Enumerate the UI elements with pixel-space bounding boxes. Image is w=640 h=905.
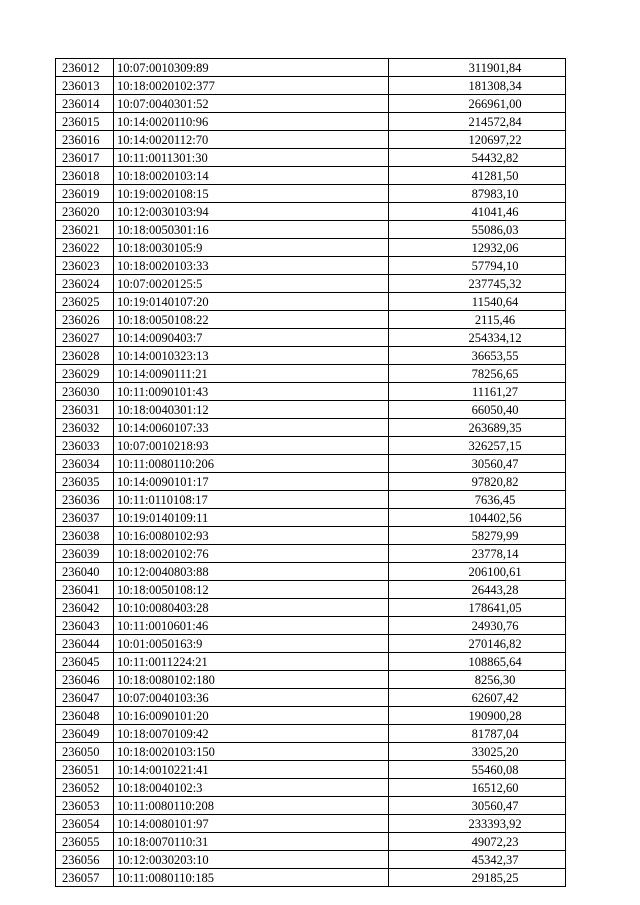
table-row [56, 257, 566, 275]
table-row [56, 401, 566, 419]
table-row [56, 743, 566, 761]
record-id-cell: 236036 [56, 491, 114, 509]
amount-cell: 190900,28 [389, 707, 566, 725]
table-row [56, 491, 566, 509]
table-row [56, 131, 566, 149]
table-row [56, 311, 566, 329]
cadastral-number-cell: 10:11:0080110:206 [114, 455, 389, 473]
table-row [56, 761, 566, 779]
table-row [56, 473, 566, 491]
cadastral-number-cell: 10:19:0020108:15 [114, 185, 389, 203]
cadastral-number-cell: 10:18:0030105:9 [114, 239, 389, 257]
amount-cell: 206100,61 [389, 563, 566, 581]
amount-cell: 266961,00 [389, 95, 566, 113]
table-row [56, 779, 566, 797]
cadastral-number-cell: 10:12:0040803:88 [114, 563, 389, 581]
record-id-cell: 236057 [56, 869, 114, 887]
amount-cell: 104402,56 [389, 509, 566, 527]
amount-cell: 66050,40 [389, 401, 566, 419]
cadastral-number-cell: 10:18:0020103:14 [114, 167, 389, 185]
table-row [56, 815, 566, 833]
cadastral-number-cell: 10:18:0020103:33 [114, 257, 389, 275]
table-row [56, 563, 566, 581]
table-row [56, 275, 566, 293]
record-id-cell: 236012 [56, 59, 114, 77]
table-row [56, 833, 566, 851]
amount-cell: 233393,92 [389, 815, 566, 833]
record-id-cell: 236032 [56, 419, 114, 437]
amount-cell: 87983,10 [389, 185, 566, 203]
amount-cell: 57794,10 [389, 257, 566, 275]
record-id-cell: 236031 [56, 401, 114, 419]
amount-cell: 55460,08 [389, 761, 566, 779]
amount-cell: 81787,04 [389, 725, 566, 743]
record-id-cell: 236016 [56, 131, 114, 149]
cadastral-number-cell: 10:11:0080110:185 [114, 869, 389, 887]
amount-cell: 30560,47 [389, 455, 566, 473]
cadastral-number-cell: 10:07:0010309:89 [114, 59, 389, 77]
record-id-cell: 236039 [56, 545, 114, 563]
record-id-cell: 236053 [56, 797, 114, 815]
records-table-body [56, 59, 566, 887]
table-row [56, 365, 566, 383]
table-row [56, 869, 566, 887]
cadastral-number-cell: 10:07:0020125:5 [114, 275, 389, 293]
table-row [56, 419, 566, 437]
amount-cell: 58279,99 [389, 527, 566, 545]
cadastral-number-cell: 10:07:0040301:52 [114, 95, 389, 113]
record-id-cell: 236041 [56, 581, 114, 599]
record-id-cell: 236026 [56, 311, 114, 329]
amount-cell: 11540,64 [389, 293, 566, 311]
cadastral-number-cell: 10:18:0050108:12 [114, 581, 389, 599]
cadastral-number-cell: 10:18:0050108:22 [114, 311, 389, 329]
cadastral-number-cell: 10:11:0011224:21 [114, 653, 389, 671]
cadastral-number-cell: 10:14:0060107:33 [114, 419, 389, 437]
amount-cell: 263689,35 [389, 419, 566, 437]
table-row [56, 455, 566, 473]
record-id-cell: 236023 [56, 257, 114, 275]
amount-cell: 181308,34 [389, 77, 566, 95]
record-id-cell: 236038 [56, 527, 114, 545]
record-id-cell: 236050 [56, 743, 114, 761]
record-id-cell: 236048 [56, 707, 114, 725]
record-id-cell: 236013 [56, 77, 114, 95]
record-id-cell: 236034 [56, 455, 114, 473]
cadastral-number-cell: 10:18:0040301:12 [114, 401, 389, 419]
amount-cell: 270146,82 [389, 635, 566, 653]
amount-cell: 41281,50 [389, 167, 566, 185]
table-row [56, 149, 566, 167]
cadastral-number-cell: 10:11:0010601:46 [114, 617, 389, 635]
record-id-cell: 236051 [56, 761, 114, 779]
amount-cell: 33025,20 [389, 743, 566, 761]
amount-cell: 326257,15 [389, 437, 566, 455]
table-row [56, 851, 566, 869]
table-row [56, 347, 566, 365]
cadastral-number-cell: 10:12:0030203:10 [114, 851, 389, 869]
amount-cell: 62607,42 [389, 689, 566, 707]
amount-cell: 45342,37 [389, 851, 566, 869]
table-row [56, 383, 566, 401]
cadastral-number-cell: 10:10:0080403:28 [114, 599, 389, 617]
cadastral-number-cell: 10:14:0020112:70 [114, 131, 389, 149]
amount-cell: 16512,60 [389, 779, 566, 797]
cadastral-number-cell: 10:18:0070109:42 [114, 725, 389, 743]
record-id-cell: 236021 [56, 221, 114, 239]
table-row [56, 437, 566, 455]
record-id-cell: 236044 [56, 635, 114, 653]
record-id-cell: 236022 [56, 239, 114, 257]
amount-cell: 108865,64 [389, 653, 566, 671]
cadastral-number-cell: 10:14:0090101:17 [114, 473, 389, 491]
amount-cell: 12932,06 [389, 239, 566, 257]
table-row [56, 221, 566, 239]
table-row [56, 599, 566, 617]
amount-cell: 41041,46 [389, 203, 566, 221]
cadastral-number-cell: 10:11:0110108:17 [114, 491, 389, 509]
record-id-cell: 236047 [56, 689, 114, 707]
table-row [56, 77, 566, 95]
cadastral-number-cell: 10:14:0090111:21 [114, 365, 389, 383]
cadastral-number-cell: 10:19:0140107:20 [114, 293, 389, 311]
record-id-cell: 236055 [56, 833, 114, 851]
cadastral-number-cell: 10:11:0011301:30 [114, 149, 389, 167]
cadastral-number-cell: 10:18:0020102:377 [114, 77, 389, 95]
record-id-cell: 236040 [56, 563, 114, 581]
record-id-cell: 236046 [56, 671, 114, 689]
table-row [56, 203, 566, 221]
table-row [56, 293, 566, 311]
record-id-cell: 236017 [56, 149, 114, 167]
table-row [56, 671, 566, 689]
table-row [56, 689, 566, 707]
cadastral-number-cell: 10:07:0010218:93 [114, 437, 389, 455]
table-row [56, 509, 566, 527]
table-row [56, 113, 566, 131]
cadastral-number-cell: 10:14:0020110:96 [114, 113, 389, 131]
record-id-cell: 236024 [56, 275, 114, 293]
amount-cell: 55086,03 [389, 221, 566, 239]
record-id-cell: 236018 [56, 167, 114, 185]
record-id-cell: 236014 [56, 95, 114, 113]
table-row [56, 797, 566, 815]
amount-cell: 26443,28 [389, 581, 566, 599]
amount-cell: 2115,46 [389, 311, 566, 329]
table-row [56, 329, 566, 347]
amount-cell: 36653,55 [389, 347, 566, 365]
cadastral-number-cell: 10:11:0090101:43 [114, 383, 389, 401]
table-row [56, 707, 566, 725]
cadastral-number-cell: 10:07:0040103:36 [114, 689, 389, 707]
record-id-cell: 236027 [56, 329, 114, 347]
cadastral-number-cell: 10:18:0050301:16 [114, 221, 389, 239]
table-row [56, 635, 566, 653]
record-id-cell: 236045 [56, 653, 114, 671]
amount-cell: 214572,84 [389, 113, 566, 131]
amount-cell: 311901,84 [389, 59, 566, 77]
amount-cell: 11161,27 [389, 383, 566, 401]
record-id-cell: 236035 [56, 473, 114, 491]
amount-cell: 7636,45 [389, 491, 566, 509]
cadastral-number-cell: 10:14:0090403:7 [114, 329, 389, 347]
cadastral-number-cell: 10:18:0020102:76 [114, 545, 389, 563]
amount-cell: 8256,30 [389, 671, 566, 689]
table-row [56, 653, 566, 671]
record-id-cell: 236020 [56, 203, 114, 221]
amount-cell: 29185,25 [389, 869, 566, 887]
amount-cell: 54432,82 [389, 149, 566, 167]
cadastral-number-cell: 10:14:0010323:13 [114, 347, 389, 365]
amount-cell: 24930,76 [389, 617, 566, 635]
cadastral-number-cell: 10:18:0040102:3 [114, 779, 389, 797]
record-id-cell: 236043 [56, 617, 114, 635]
record-id-cell: 236019 [56, 185, 114, 203]
table-row [56, 59, 566, 77]
cadastral-number-cell: 10:14:0010221:41 [114, 761, 389, 779]
record-id-cell: 236029 [56, 365, 114, 383]
record-id-cell: 236028 [56, 347, 114, 365]
record-id-cell: 236042 [56, 599, 114, 617]
table-row [56, 545, 566, 563]
cadastral-number-cell: 10:11:0080110:208 [114, 797, 389, 815]
table-row [56, 617, 566, 635]
cadastral-number-cell: 10:16:0080102:93 [114, 527, 389, 545]
table-row [56, 239, 566, 257]
table-row [56, 95, 566, 113]
table-row [56, 185, 566, 203]
table-row [56, 581, 566, 599]
table-row [56, 167, 566, 185]
record-id-cell: 236033 [56, 437, 114, 455]
cadastral-number-cell: 10:18:0070110:31 [114, 833, 389, 851]
amount-cell: 237745,32 [389, 275, 566, 293]
amount-cell: 30560,47 [389, 797, 566, 815]
record-id-cell: 236025 [56, 293, 114, 311]
amount-cell: 78256,65 [389, 365, 566, 383]
records-table [55, 58, 566, 887]
amount-cell: 23778,14 [389, 545, 566, 563]
cadastral-number-cell: 10:18:0020103:150 [114, 743, 389, 761]
cadastral-number-cell: 10:14:0080101:97 [114, 815, 389, 833]
record-id-cell: 236054 [56, 815, 114, 833]
record-id-cell: 236049 [56, 725, 114, 743]
record-id-cell: 236015 [56, 113, 114, 131]
cadastral-number-cell: 10:01:0050163:9 [114, 635, 389, 653]
cadastral-number-cell: 10:16:0090101:20 [114, 707, 389, 725]
record-id-cell: 236030 [56, 383, 114, 401]
cadastral-number-cell: 10:19:0140109:11 [114, 509, 389, 527]
amount-cell: 254334,12 [389, 329, 566, 347]
table-row [56, 725, 566, 743]
amount-cell: 97820,82 [389, 473, 566, 491]
cadastral-number-cell: 10:18:0080102:180 [114, 671, 389, 689]
amount-cell: 178641,05 [389, 599, 566, 617]
record-id-cell: 236037 [56, 509, 114, 527]
amount-cell: 49072,23 [389, 833, 566, 851]
table-row [56, 527, 566, 545]
cadastral-number-cell: 10:12:0030103:94 [114, 203, 389, 221]
record-id-cell: 236056 [56, 851, 114, 869]
amount-cell: 120697,22 [389, 131, 566, 149]
record-id-cell: 236052 [56, 779, 114, 797]
